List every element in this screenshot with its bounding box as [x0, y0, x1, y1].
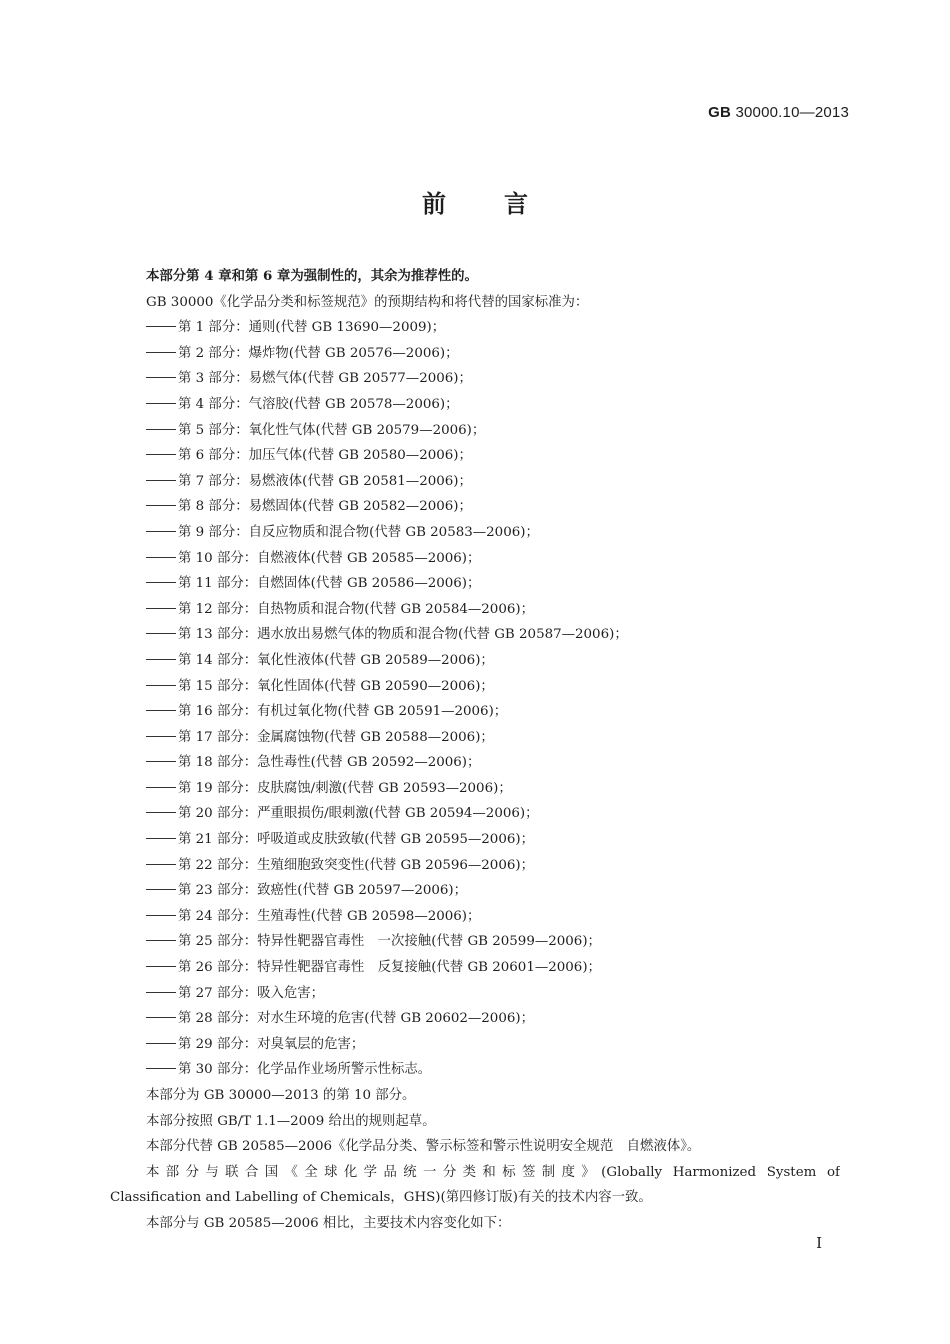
- dash-marker: [146, 1068, 176, 1069]
- part-label: 第 28 部分：对水生环境的危害(代替 GB 20602—2006)；: [178, 1011, 534, 1027]
- dash-marker: [146, 966, 176, 967]
- list-item: [110, 955, 840, 981]
- part-label: 第 1 部分：通则(代替 GB 13690—2009)；: [178, 320, 446, 336]
- list-item: [110, 546, 840, 572]
- list-item: [110, 853, 840, 879]
- list-item: [110, 725, 840, 751]
- part-label: 第 23 部分：致癌性(代替 GB 20597—2006)；: [178, 883, 468, 899]
- dash-marker: [146, 326, 176, 327]
- list-item: [110, 699, 840, 725]
- part-label: 第 19 部分：皮肤腐蚀/刺激(代替 GB 20593—2006)；: [178, 780, 512, 796]
- part-label: 第 16 部分：有机过氧化物(代替 GB 20591—2006)；: [178, 704, 508, 720]
- dash-marker: [146, 915, 176, 916]
- dash-marker: [146, 710, 176, 711]
- dash-marker: [146, 633, 176, 634]
- list-item: [110, 469, 840, 495]
- dash-marker: [146, 429, 176, 430]
- dash-marker: [146, 454, 176, 455]
- dash-marker: [146, 608, 176, 609]
- dash-marker: [146, 992, 176, 993]
- list-item: [110, 981, 840, 1007]
- list-item: [110, 648, 840, 674]
- dash-marker: [146, 352, 176, 353]
- dash-marker: [146, 1017, 176, 1018]
- part-label: 第 11 部分：自燃固体(代替 GB 20586—2006)；: [178, 576, 481, 592]
- list-item: [110, 494, 840, 520]
- part-label: 第 30 部分：化学品作业场所警示性标志。: [178, 1062, 432, 1078]
- page-title: [0, 184, 950, 219]
- dash-marker: [146, 940, 176, 941]
- title-char-2: 言: [504, 189, 528, 218]
- part-label: 第 10 部分：自燃液体(代替 GB 20585—2006)；: [178, 550, 481, 566]
- dash-marker: [146, 505, 176, 506]
- parts-list: [110, 315, 840, 1083]
- dash-marker: [146, 403, 176, 404]
- part-label: 第 15 部分：氧化性固体(代替 GB 20590—2006)；: [178, 678, 494, 694]
- list-item: [110, 1006, 840, 1032]
- part-label: 第 7 部分：易燃液体(代替 GB 20581—2006)；: [178, 473, 472, 489]
- part-label: 第 27 部分：吸入危害；: [178, 985, 325, 1001]
- part-label: 第 17 部分：金属腐蚀物(代替 GB 20588—2006)；: [178, 729, 494, 745]
- list-item: [110, 392, 840, 418]
- standard-number: [708, 104, 849, 121]
- list-item: [110, 750, 840, 776]
- part-label: 第 2 部分：爆炸物(代替 GB 20576—2006)；: [178, 345, 459, 361]
- list-item: [110, 827, 840, 853]
- part-label: 第 29 部分：对臭氧层的危害；: [178, 1036, 365, 1052]
- list-item: [110, 315, 840, 341]
- dash-marker: [146, 480, 176, 481]
- list-item: [110, 801, 840, 827]
- part-label: 第 9 部分：自反应物质和混合物(代替 GB 20583—2006)；: [178, 524, 539, 540]
- part-label: 第 20 部分：严重眼损伤/眼刺激(代替 GB 20594—2006)；: [178, 806, 539, 822]
- list-item: [110, 366, 840, 392]
- standard-code: 30000.10—2013: [735, 104, 849, 121]
- list-item: [110, 878, 840, 904]
- para-changes: 本部分与 GB 20585—2006 相比，主要技术内容变化如下：: [146, 1215, 511, 1231]
- mandatory-statement: 本部分第 4 章和第 6 章为强制性的，其余为推荐性的。: [146, 268, 478, 284]
- list-item: [110, 1032, 840, 1058]
- dash-marker: [146, 889, 176, 890]
- part-label: 第 22 部分：生殖细胞致突变性(代替 GB 20596—2006)；: [178, 857, 534, 873]
- page-number: I: [816, 1234, 822, 1252]
- dash-marker: [146, 787, 176, 788]
- part-label: 第 4 部分：气溶胶(代替 GB 20578—2006)；: [178, 396, 459, 412]
- para-replaces: 本部分代替 GB 20585—2006《化学品分类、警示标签和警示性说明安全规范 自燃液体》。: [146, 1139, 701, 1155]
- list-item: [110, 443, 840, 469]
- dash-marker: [146, 582, 176, 583]
- foreword-body: [110, 264, 840, 1237]
- part-label: 第 18 部分：急性毒性(代替 GB 20592—2006)；: [178, 755, 481, 771]
- dash-marker: [146, 1043, 176, 1044]
- title-char-1: 前: [422, 189, 446, 218]
- part-label: 第 26 部分：特异性靶器官毒性 反复接触(代替 GB 20601—2006)；: [178, 960, 601, 976]
- list-item: [110, 674, 840, 700]
- dash-marker: [146, 685, 176, 686]
- dash-marker: [146, 812, 176, 813]
- list-item: [110, 520, 840, 546]
- dash-marker: [146, 736, 176, 737]
- list-item: [110, 597, 840, 623]
- part-label: 第 12 部分：自热物质和混合物(代替 GB 20584—2006)；: [178, 601, 534, 617]
- dash-marker: [146, 531, 176, 532]
- dash-marker: [146, 761, 176, 762]
- part-label: 第 21 部分：呼吸道或皮肤致敏(代替 GB 20595—2006)；: [178, 832, 534, 848]
- para-ghs-line-2: Classification and Labelling of Chemicals，GHS)(第四修订版)有关的技术内容一致。: [110, 1190, 652, 1206]
- list-item: [110, 776, 840, 802]
- structure-intro: GB 30000《化学品分类和标签规范》的预期结构和将代替的国家标准为：: [146, 294, 589, 310]
- dash-marker: [146, 557, 176, 558]
- list-item: [110, 418, 840, 444]
- dash-marker: [146, 864, 176, 865]
- para-ghs-line-1: 本部分与联合国《全球化学品统一分类和标签制度》(Globally Harmonized System of: [146, 1164, 840, 1180]
- list-item: [110, 1057, 840, 1083]
- list-item: [110, 622, 840, 648]
- list-item: [110, 571, 840, 597]
- part-label: 第 14 部分：氧化性液体(代替 GB 20589—2006)；: [178, 652, 494, 668]
- part-label: 第 24 部分：生殖毒性(代替 GB 20598—2006)；: [178, 908, 481, 924]
- part-label: 第 6 部分：加压气体(代替 GB 20580—2006)；: [178, 448, 472, 464]
- dash-marker: [146, 659, 176, 660]
- part-label: 第 8 部分：易燃固体(代替 GB 20582—2006)；: [178, 499, 472, 515]
- dash-marker: [146, 377, 176, 378]
- part-label: 第 3 部分：易燃气体(代替 GB 20577—2006)；: [178, 371, 472, 387]
- dash-marker: [146, 838, 176, 839]
- para-drafted: 本部分按照 GB/T 1.1—2009 给出的规则起草。: [146, 1113, 436, 1129]
- list-item: [110, 341, 840, 367]
- list-item: [110, 929, 840, 955]
- part-label: 第 25 部分：特异性靶器官毒性 一次接触(代替 GB 20599—2006)；: [178, 934, 601, 950]
- part-label: 第 13 部分：遇水放出易燃气体的物质和混合物(代替 GB 20587—2006)；: [178, 627, 628, 643]
- standard-prefix: GB: [708, 104, 732, 121]
- list-item: [110, 904, 840, 930]
- part-label: 第 5 部分：氧化性气体(代替 GB 20579—2006)；: [178, 422, 486, 438]
- para-part-of: 本部分为 GB 30000—2013 的第 10 部分。: [146, 1088, 416, 1103]
